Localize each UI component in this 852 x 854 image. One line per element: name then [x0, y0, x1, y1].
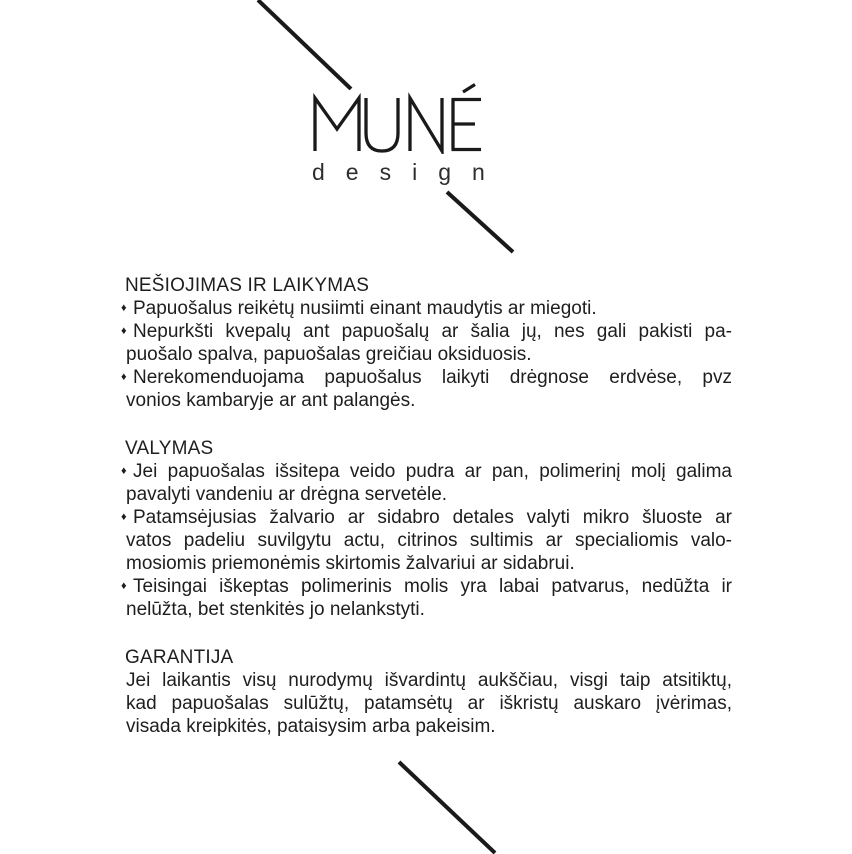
section: [121, 274, 732, 412]
care-item-line: Jei papuošalas išsitepa veido pudra ar pan, polimerinį molį galima: [133, 461, 732, 482]
care-item-line: Teisingai iškeptas polimerinis molis yra labai patvarus, nedūžta ir: [133, 576, 732, 597]
section-heading: NEŠIOJIMAS IR LAIKYMAS: [125, 275, 370, 296]
care-item: [121, 297, 732, 320]
bullet-diamond-icon: ♦: [121, 325, 127, 337]
care-item-line: kad papuošalas sulūžtų, patamsėtų ar iškristų auskaro įvėrimas,: [126, 693, 732, 714]
bullet-diamond-icon: ♦: [121, 302, 127, 314]
care-item-line: nelūžta, bet stenkitės jo nelankstyti.: [126, 599, 425, 620]
care-item-line: Nerekomenduojama papuošalus laikyti drėgnose erdvėse, pvz: [133, 367, 732, 388]
care-item-line: mosiomis priemonėmis skirtomis žalvariui ar sidabrui.: [126, 553, 575, 574]
care-item-line: Papuošalus reikėtų nusiimti einant maudytis ar miegoti.: [133, 298, 597, 319]
bullet-diamond-icon: ♦: [121, 511, 127, 523]
brand-logo-subtitle: design: [312, 159, 506, 185]
bullet-diamond-icon: ♦: [121, 465, 127, 477]
decorative-diagonal-top: [256, 0, 354, 90]
decorative-diagonal-middle: [444, 189, 516, 255]
section-heading: VALYMAS: [125, 438, 214, 459]
brand-logo: [312, 83, 506, 186]
care-item-line: vatos padeliu suvilgytu actu, citrinos sultimis ar specialiomis valo-: [126, 530, 732, 551]
care-item: [121, 506, 732, 575]
section: [121, 646, 732, 738]
care-item-line: Nepurkšti kvepalų ant papuošalų ar šalia jų, nes gali pakisti pa-: [133, 321, 732, 342]
brand-logo-mune-wordmark: [312, 83, 486, 154]
bullet-diamond-icon: ♦: [121, 580, 127, 592]
care-item-line: pavalyti vandeniu ar drėgna servetėle.: [126, 484, 448, 505]
care-item-line: vonios kambaryje ar ant palangės.: [126, 390, 416, 411]
section: [121, 437, 732, 621]
care-item-line: Patamsėjusias žalvario ar sidabro detales valyti mikro šluoste ar: [133, 507, 732, 528]
care-item-line: puošalo spalva, papuošalas greičiau oksiduosis.: [126, 344, 532, 365]
decorative-diagonal-bottom: [396, 760, 498, 854]
care-item-line: visada kreipkitės, pataisysim arba pakeisim.: [126, 716, 496, 737]
care-item: [121, 460, 732, 506]
care-item: [121, 366, 732, 412]
care-item-line: Jei laikantis visų nurodymų išvardintų aukščiau, visgi taip atsitiktų,: [126, 670, 732, 691]
logo-letter-u: [366, 98, 398, 151]
logo-letter-n: [410, 98, 442, 151]
care-item: [121, 669, 732, 738]
content: [121, 274, 732, 738]
logo-letter-e-acute: [452, 85, 482, 150]
bullet-diamond-icon: ♦: [121, 371, 127, 383]
care-item: [121, 575, 732, 621]
care-item: [121, 320, 732, 366]
section-heading: GARANTIJA: [125, 647, 234, 668]
logo-letter-m: [315, 98, 359, 151]
